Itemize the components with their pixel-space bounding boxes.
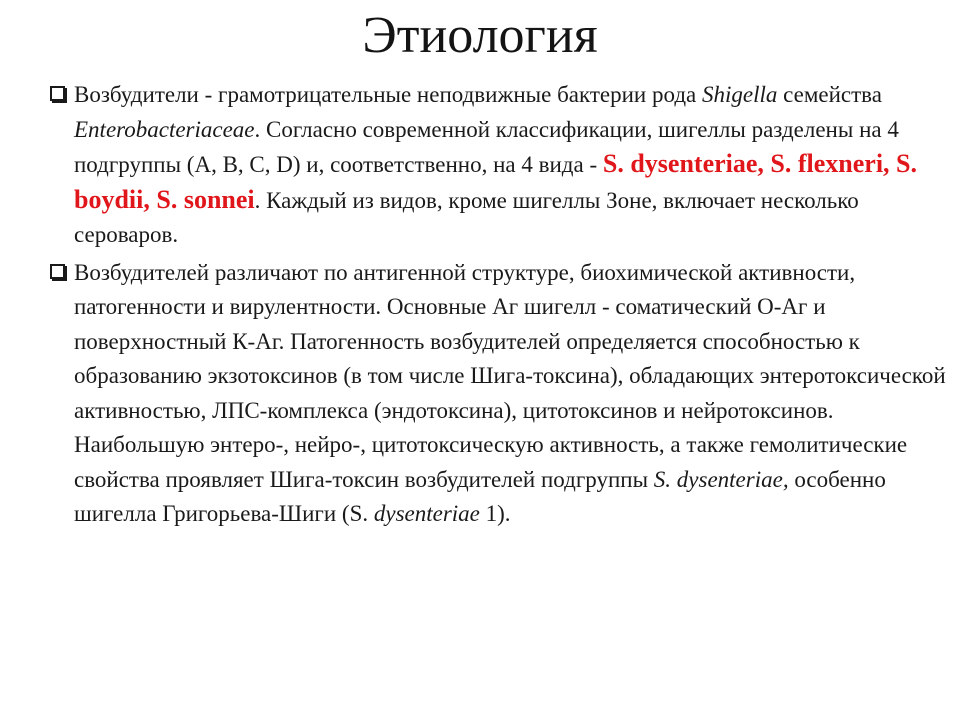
genus-name: Shigella	[701, 82, 778, 107]
species-highlight: S. dysenteriae, S. flexneri, S. boydii, S. sonnei	[74, 149, 918, 214]
bullet-text: 1).	[479, 501, 511, 526]
square-bullet-icon	[50, 264, 65, 279]
species-name: S. dysenteriae,	[653, 466, 789, 492]
family-name: Enterobacteriaceae	[74, 116, 255, 142]
slide-content	[46, 78, 951, 532]
square-bullet-icon	[50, 86, 65, 101]
bullet-antigen-structure	[46, 256, 951, 532]
bullet-text: . Согласно современной классификации, шигеллы разделены на 4 подгруппы (A, B, C, D) и, соответственно, на 4 вида -	[74, 116, 899, 177]
species-name: dysenteriae	[373, 501, 480, 526]
bullet-text: семейства	[777, 82, 882, 107]
bullet-text: Возбудители - грамотрицательные неподвижные бактерии рода	[74, 82, 702, 107]
bullet-text: . Каждый из видов, кроме шигеллы Зоне, включает несколько сероваров.	[74, 187, 859, 247]
bullet-etiology-agents	[46, 78, 951, 253]
bullet-text: особенно шигелла Григорьева-Шиги (S.	[74, 466, 886, 526]
slide-title: Этиология	[362, 7, 598, 64]
bullet-text: Возбудителей различают по антигенной структуре, биохимической активности, патогенности и вирулентности. Основные Аг шигелл - соматический О-Аг и поверхностный К-Аг. Патогенность возбудителей определяется способностью к образованию экзотоксинов (в том числе Шига-токсина), обладающих энтеротоксической активностью, ЛПС-комплекса (эндотоксина), цитотоксинов и нейротоксинов. Наибольшую энтеро-, нейро-, цитотоксическую активность, а также гемолитические свойства проявляет Шига-токсин возбудителей подгруппы	[74, 259, 946, 492]
